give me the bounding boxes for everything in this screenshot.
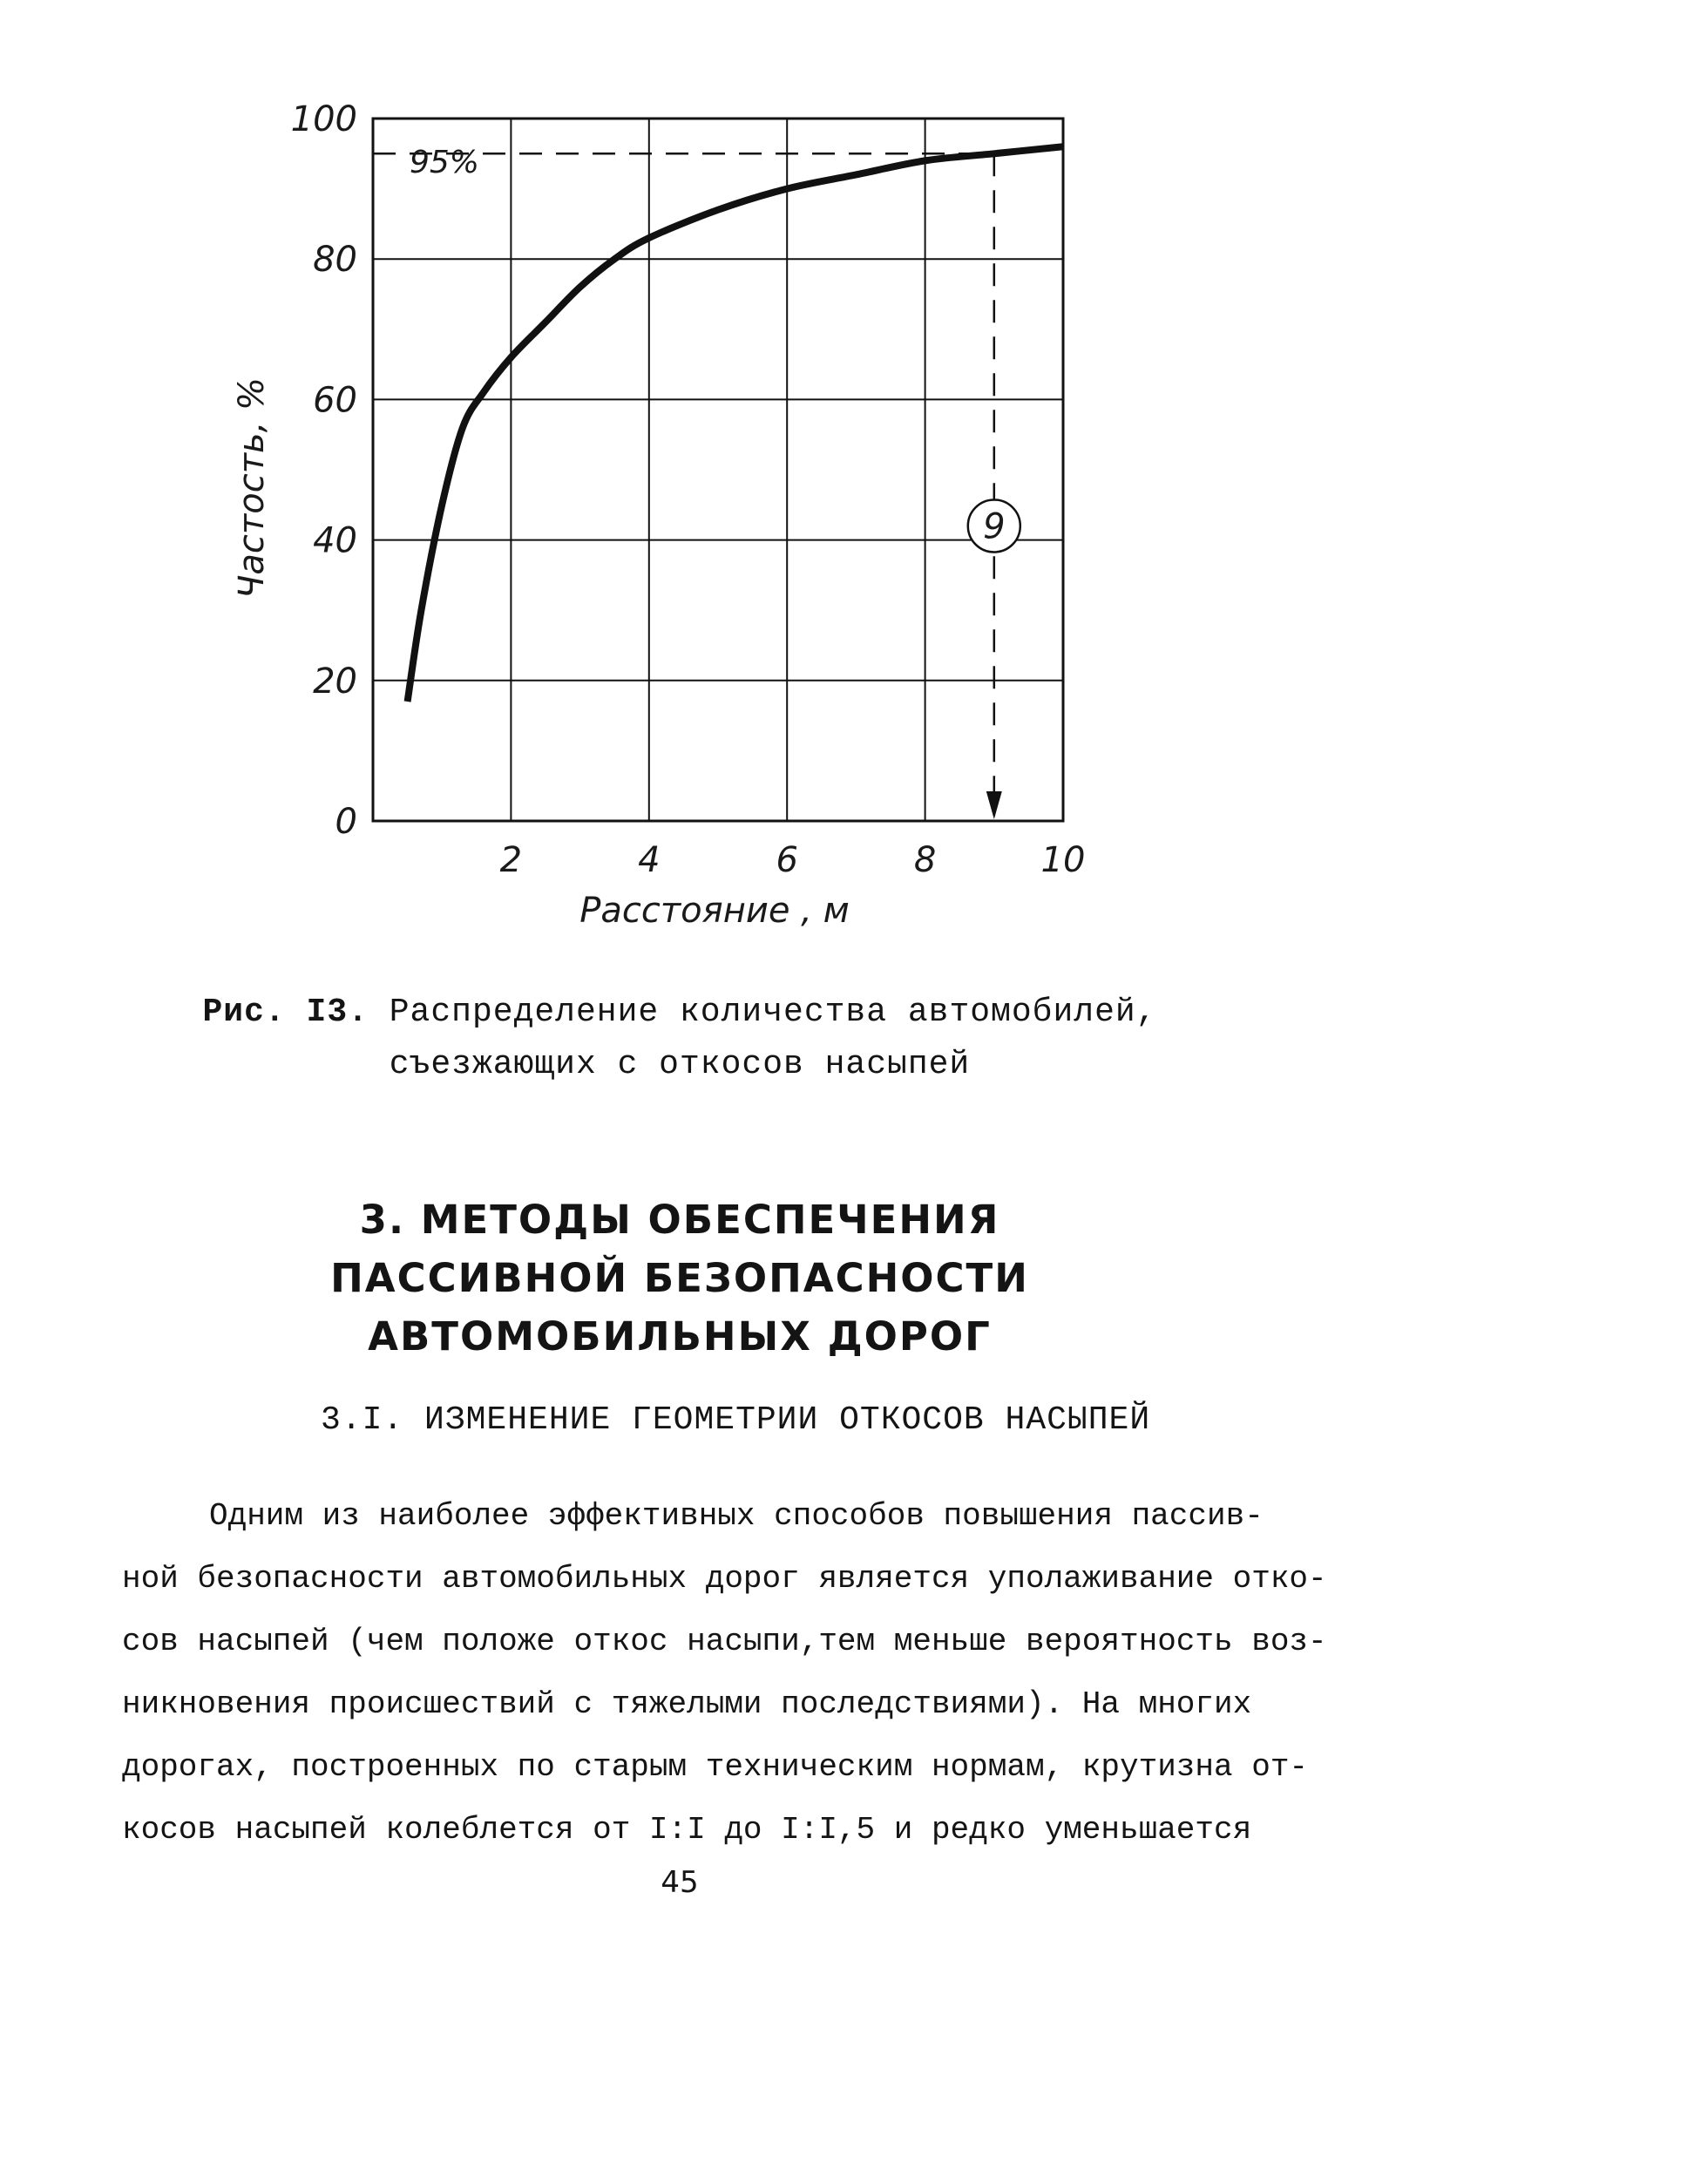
- marker-callout: [968, 499, 1020, 552]
- reference-arrowhead: [986, 791, 1002, 819]
- section-title-line: АВТОМОБИЛЬНЫХ ДОРОГ: [368, 1313, 992, 1360]
- section-title-line: 3. МЕТОДЫ ОБЕСПЕЧЕНИЯ: [359, 1197, 1000, 1243]
- caption-line-1: Распределение количества автомобилей,: [389, 994, 1157, 1031]
- marker-label: 9: [983, 506, 1006, 547]
- reference-level-label: 95%: [410, 145, 480, 180]
- figure-caption: [0, 994, 1359, 1031]
- caption-lead: Рис. I3.: [202, 994, 369, 1031]
- section-title-line: ПАССИВНОЙ БЕЗОПАСНОСТИ: [330, 1255, 1029, 1301]
- x-tick-labels: [500, 840, 1086, 880]
- paragraph-line: ной безопасности автомобильных дорог является уполаживание отко-: [122, 1561, 1327, 1597]
- subsection-title: 3.I. ИЗМЕНЕНИЕ ГЕОМЕТРИИ ОТКОСОВ НАСЫПЕЙ: [321, 1401, 1151, 1439]
- paragraph-line: Одним из наиболее эффективных способов повышения пассив-: [209, 1498, 1264, 1534]
- frequency-chart: [0, 0, 1133, 959]
- y-tick-label: 60: [313, 380, 357, 421]
- paragraph-line: дорогах, построенных по старым техническим нормам, крутизна от-: [122, 1749, 1309, 1785]
- x-tick-label: 2: [499, 840, 523, 880]
- series-line: [408, 146, 1063, 702]
- y-tick-label: 0: [335, 802, 357, 842]
- y-tick-labels: [291, 99, 357, 842]
- body-paragraph: [122, 1485, 1327, 1862]
- x-tick-label: 6: [776, 840, 798, 880]
- reference-lines: [373, 153, 1002, 819]
- y-tick-label: 40: [313, 520, 357, 561]
- section-title: [0, 1190, 1359, 1366]
- y-axis-label: Частость, %: [232, 376, 272, 600]
- y-tick-label: 100: [290, 99, 357, 139]
- caption-line-2: съезжающих с откосов насыпей: [389, 1046, 971, 1083]
- x-tick-label: 8: [913, 840, 937, 880]
- x-tick-label: 10: [1040, 840, 1086, 880]
- x-tick-label: 4: [638, 840, 661, 880]
- frequency-curve: [408, 146, 1063, 702]
- y-tick-label: 20: [313, 661, 357, 702]
- paragraph-line: никновения происшествий с тяжелыми последствиями). На многих: [122, 1686, 1252, 1722]
- figure-caption-line-2: [0, 1046, 1359, 1083]
- page-number: 45: [661, 1865, 699, 1900]
- x-axis-label: Расстояние , м: [579, 891, 850, 931]
- paragraph-line: косов насыпей колеблется от I:I до I:I,5 и редко уменьшается: [122, 1812, 1252, 1848]
- paragraph-line: сов насыпей (чем положе откос насыпи,тем меньше вероятность воз-: [122, 1624, 1327, 1659]
- y-tick-label: 80: [313, 240, 357, 281]
- plot-frame: [373, 119, 1063, 821]
- chart-grid: [373, 119, 1063, 821]
